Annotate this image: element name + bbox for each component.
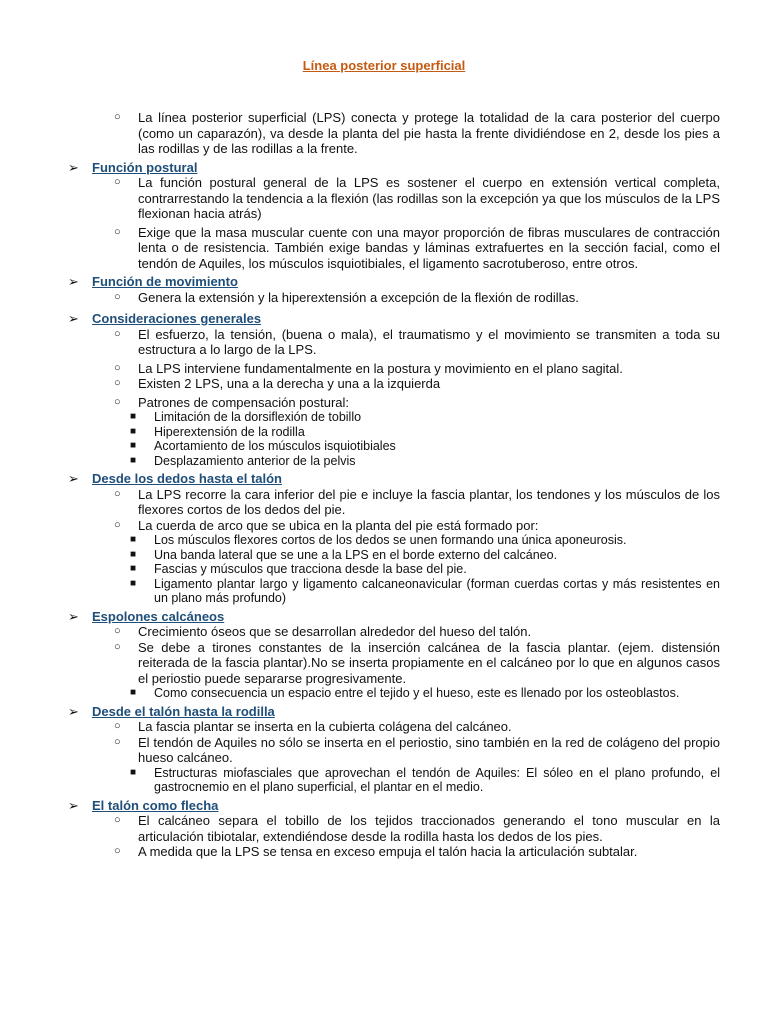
list-item: ○ Se debe a tirones constantes de la inserción calcánea de la fascia plantar. (ejem. distensión reiterada de la fascia plantar).No se inserta propiamente en el calcáneo por lo que en algunos casos el periostio puede separarse progresivamente.: [68, 640, 720, 687]
list-item: ○ A medida que la LPS se tensa en exceso empuja el talón hacia la articulación subtalar.: [68, 844, 720, 860]
list-item: ○ La fascia plantar se inserta en la cubierta colágena del calcáneo.: [68, 719, 720, 735]
section-heading-consideraciones: ➢ Consideraciones generales: [68, 311, 720, 327]
section-heading-talon-flecha: ➢ El talón como flecha: [68, 798, 720, 814]
sub-item: ■ Acortamiento de los músculos isquiotibiales: [68, 439, 720, 454]
document-body: [68, 110, 720, 860]
list-item: ○ La LPS recorre la cara inferior del pie e incluye la fascia plantar, los tendones y los músculos de los flexores cortos de los dedos del pie.: [68, 487, 720, 518]
list-item: ○ La cuerda de arco que se ubica en la planta del pie está formado por:: [68, 518, 720, 534]
section-heading-talon-rodilla: ➢ Desde el talón hasta la rodilla: [68, 704, 720, 720]
list-item: ○ El calcáneo separa el tobillo de los tejidos traccionados generando el tono muscular en la articulación tibiotalar, extendiéndose desde la rodilla hasta los dedos de los pies.: [68, 813, 720, 844]
list-item: ○ La LPS interviene fundamentalmente en la postura y movimiento en el plano sagital.: [68, 361, 720, 377]
list-item: ○ El esfuerzo, la tensión, (buena o mala), el traumatismo y el movimiento se transmiten a toda su estructura a lo largo de la LPS.: [68, 327, 720, 358]
list-item: ○ El tendón de Aquiles no sólo se inserta en el periostio, sino también en la red de colágeno del propio hueso calcáneo.: [68, 735, 720, 766]
sub-item: ■ Desplazamiento anterior de la pelvis: [68, 454, 720, 469]
page-title: Línea posterior superficial: [302, 58, 466, 73]
sub-item: ■ Como consecuencia un espacio entre el tejido y el hueso, este es llenado por los osteoblastos.: [68, 686, 720, 701]
list-item: ○ La función postural general de la LPS es sostener el cuerpo en extensión vertical completa, contrarrestando la tendencia a la flexión (las rodillas son la excepción ya que los músculos de la LPS flexionan hacia atrás): [68, 175, 720, 222]
sub-item: ■ Ligamento plantar largo y ligamento calcaneonavicular (forman cuerdas cortas y más resistentes en un plano más profundo): [68, 577, 720, 606]
sub-item: ■ Los músculos flexores cortos de los dedos se unen formando una única aponeurosis.: [68, 533, 720, 548]
list-item: ○ Exige que la masa muscular cuente con una mayor proporción de fibras musculares de contracción lenta o de resistencia. También exige bandas y láminas extrafuertes en la sección facial, como el tendón de Aquiles, los músculos isquiotibiales, el ligamento sacrotuberoso, entre otros.: [68, 225, 720, 272]
list-item: ○ Existen 2 LPS, una a la derecha y una a la izquierda: [68, 376, 720, 392]
intro-item: ○ La línea posterior superficial (LPS) conecta y protege la totalidad de la cara posterior del cuerpo (como un caparazón), va desde la planta del pie hasta la frente dividiéndose en 2, desde los pies a las rodillas y de las rodillas a la frente.: [68, 110, 720, 157]
sub-item: ■ Hiperextensión de la rodilla: [68, 425, 720, 440]
section-heading-dedos-talon: ➢ Desde los dedos hasta el talón: [68, 471, 720, 487]
sub-item: ■ Estructuras miofasciales que aprovechan el tendón de Aquiles: El sóleo en el plano profundo, el gastrocnemio en el plano superficial, el plantar en el medio.: [68, 766, 720, 795]
sub-item: ■ Una banda lateral que se une a la LPS en el borde externo del calcáneo.: [68, 548, 720, 563]
list-item: ○ Genera la extensión y la hiperextensión a excepción de la flexión de rodillas.: [68, 290, 720, 306]
sub-item: ■ Limitación de la dorsiflexión de tobillo: [68, 410, 720, 425]
list-item: ○ Patrones de compensación postural:: [68, 395, 720, 411]
section-heading-funcion-postural: ➢ Función postural: [68, 160, 720, 176]
list-item: ○ Crecimiento óseos que se desarrollan alrededor del hueso del talón.: [68, 624, 720, 640]
sub-item: ■ Fascias y músculos que tracciona desde la base del pie.: [68, 562, 720, 577]
section-heading-espolones: ➢ Espolones calcáneos: [68, 609, 720, 625]
section-heading-funcion-movimiento: ➢ Función de movimiento: [68, 274, 720, 290]
